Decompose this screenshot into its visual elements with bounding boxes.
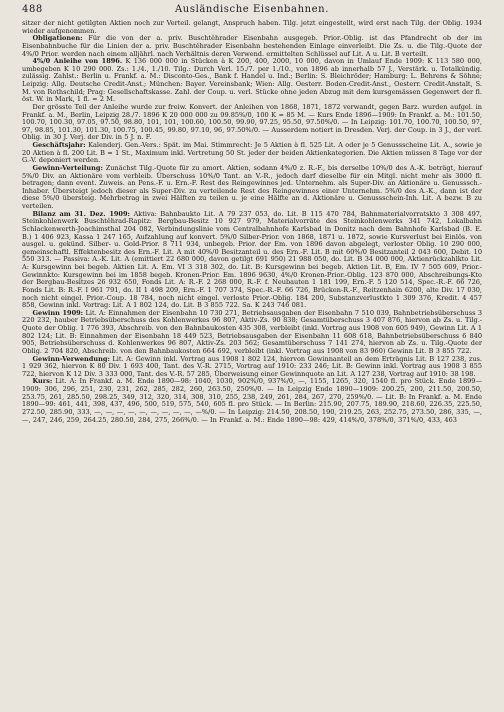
paragraph: [22, 35, 482, 58]
paragraph-text: Der grösste Teil der Anleihe wurde zur freiw. Konvert. der Anleihen von 1868, 1871, 1872 verwandt, gegen Barz. wurden aufgel. in Frankf. a. M., Berlin, Leipzig 28./7. 1896 K 20 000 000 zu 99.85%/0, 100 K = 85 M. — Kurs Ende 1896—1909: In Frankf. a. M.: 101.50, 100.70, 100.30, 97.05, 97.50, 98.80, 101, 101, 100.60, 100.50, 99.90, 97.25, 95.50, 97.50%/0. — In Leipzig: 101.70, 100.70, 100.50, 97, 97, 98.85, 101.30, 101.30, 100.75, 100.45, 99.80, 97.10, 96, 97.50%/0. — Ausserdem notiert in Dresden. Verj. der Coup. in 3 J., der verl. Oblig. in 30 J. Verj. der Div. in 5 J. n. F.: [22, 102, 482, 142]
paragraph: [22, 58, 482, 104]
paragraph-heading: Kurs:: [32, 377, 53, 386]
document-body: [22, 20, 482, 424]
paragraph: [22, 378, 482, 424]
paragraph-heading: Gewinn 1909:: [32, 308, 84, 317]
paragraph-text: Lit. A: Gewinn inkl. Vortrag aus 1908 1 802 124, hiervon Gewinnanteil an dem Erträgnis Lit. B 127 238, zus. 1 929 362, hiervon K 80 Div. 1 693 400, Tant. des V.-R. 2715, Vortrag auf 1910: 233 246; Lit. B: Gewinn inkl. Vortrag aus 1908 3 855 722, hiervon K 12 Div. 3 333 000, Tant. des V.-R. 57 285, Überweisung einer Gewinnquote an Lit. A 127 238, Vortrag auf 1910: 38 198.: [22, 354, 482, 378]
paragraph-heading: Gewinn-Verteilung:: [32, 163, 103, 172]
paragraph-heading: 4%/0 Anleihe von 1896.: [32, 57, 123, 66]
paragraph-text: Aktiva: Bahnbaukto Lit. A 79 237 053, do. Lit. B 115 470 784, Bahnmaterialvorratskto 3 308 497, Steinkohlenwerk Buschtěhrad-Rapitz: Bergbau-Besitz 10 927 979, Materialvorräte des Steinkohlenwerks 341 742, Lokalbahn Schlackenwerth-Joachimsthal 204 082, Verbindungslinie vom Centralbahnhofe Karlsbad in Donitz nach dem Bahnhofe Karlsbad (B. E. B.) 1 406 923, Kassa 1 247 165, Aufzahlung auf konvert. 5%/0 Silber-Prior. von 1868, 1871 u. 1872, sowie Kursverlust bei Einlös. von ausgel. u. gekünd. Silber- u. Gold-Prior. 8 711 934, unbegeb. Prior. der Em. von 1896 davon abgelegt, verloster Oblig. 10 290 000, gemeinschaftl. Effektenbesitz des Ern.-F. Lit. A mit 40%/0 Besitzanteil u. des Ern.-F. Lit. B mit 60%/0 Besitzanteil 2 043 600, Debit. 10 550 313. — Passiva: A.-K. Lit. A (emittiert 22 680 000, davon getilgt 691 950) 21 988 050, do. Lit. B 34 000 000, Aktienrückzahlkto Lit. A: Kursgewinn bei begeb. Aktien Lit. A. Em. VI 3 318 302, do. Lit. B: Kursgewinn bei begeb. Aktien Lit. B, Em. IV 7 505 609, Prior.-Gewinnkto: Kursgewinn bei im 1858 begeb. Kronen-Prior. Em. 1896 9630, 4%/0 Kronen-Prior.-Oblig. 123 870 000, Abschreibungs-Kto der Bergbau-Besitzes 26 932 650, Fonds Lit. A: R.-F. 2 268 000, R.-F. f. Neubauten 1 181 199, Ern.-F. 5 120 514, Spec.-R.-F. 66 726, Fonds Lit. B: R.-F. I 961 791, do. II 1 498 209, Ern.-F. 1 707 374, Spec.-R.-F. 66 726, Brücken-R.-F., Reitzenhain 6200, alte Div. 17 030, noch nicht eingel. Prior.-Coup. 18 784, noch nicht eingel. verloste Prior.-Oblig. 184 200, Substanzverlustkto 1 309 376, Kredit. 4 457 858, Gewinn inkl. Vortrag: Lit. A 1 802 124, do. Lit. B 3 855 722. Sa. K 243 746 081.: [22, 209, 482, 310]
paragraph-text: K 136 000 000 in Stücken à K 200, 400, 2000, 10 000, davon in Umlauf Ende 1909: K 113 580 000, umbegeben K 10 290 000. Zs.: 1./4., 1./10. Tilg.: Durch Verl. 15./7. per 1./10., von 1896 ab innerhalb 57 J., Verstärk. u. Totalkündig. zulässig. Zahlst.: Berlin u. Frankf. a. M.: Disconto-Ges., Bank f. Handel u. Ind.; Berlin: S. Bleichröder; Hamburg: L. Behrens & Söhne; Leipzig: Allg. Deutsche Credit-Anst.; München: Bayer. Vereinsbank; Wien: Allg. Oesterr. Boden-Credit-Anst., Oesterr. Credit-Anstalt, S. M. von Rothschild; Prag: Gesellschaftskasse. Zahl. der Coup. u. verl. Stücke ohne jeden Abzug mit dem kursgemässen Gegenwert der fl. öst. W. in Mark, 1 fl. = 2 M.: [22, 57, 483, 104]
paragraph: [22, 356, 482, 379]
paragraph-text: Lit. A: In Frankf. a. M. Ende 1890—98: 1040, 1030, 902%/0, 937%/0, —, 1155, 1265, 320, 1540 fl. pro Stück. Ende 1899—1909: 306, 296, 251, 230, 231, 262, 285, 282, 260, 263.50, 250%/0. — In Leipzig Ende 1890—1909: 200.25, 200, 211.50, 200.50, 253.75, 261, 285.50, 298.25, 349, 312, 320, 314, 308, 310, 255, 238, 249, 261, 284, 267, 270, 259%/0. — Lit. B: In Frankf. a. M. Ende 1890—99: 461, 441, 398, 437, 496, 500, 519, 575, 540, 605 fl. pro Stück. — In Berlin: 215.90, 207.75, 189.90, 218.60, 226.35, 225.50, 272.50, 285.90, 333, —, —, —, —, —, —, —, —, —, —%/0. — In Leipzig: 214.50, 208.50, 190, 219.25, 263, 252.75, 273.50, 286, 335, —, —, 247, 246, 259, 264.25, 280.50, 284, 275, 266%/0. — In Frankf. a. M.: Ende 1890—98: 429, 414%/0, 378%/0, 371%/0, 433, 463: [22, 377, 482, 424]
paragraph-text: Lit. A: Einnahmen der Eisenbahn 10 730 271, Betriebsausgaben der Eisenbahn 7 510 039, Bahnbetriebsüberschuss 3 220 232, hauber Betriebsüberschuss des Kohlenwerkes 96 807, Aktiv-Zs. 90 838; Gesamtüberschuss 3 407 876, hiervon ab Zs. u. Tilg.-Quote der Oblig. 1 776 393, Abschreib. von den Bahnbaukosten 435 308, verbleibt (inkl. Vortrag aus 1908 von 605 949), Gewinn Lit. A 1 802 124; Lit. B: Einnahmen der Eisenbahn 18 449 523, Betriebsausgaben der Eisenbahn 11 608 618, Bahnbetriebsüberschuss 6 840 905, Betriebsüberschuss d. Kohlenwerkes 96 807, Aktiv-Zs. 203 562; Gesamtüberschuss 7 141 274, hiervon ab Zs. u. Tilg.-Quote der Oblig. 2 704 820, Abschreib. von den Bahnbaukosten 664 692, verbleibt (inkl. Vortrag aus 1908 von 83 960) Gewinn Lit. B 3 855 722.: [22, 308, 482, 355]
paragraph-heading: Obligationen:: [32, 34, 83, 43]
paragraph-heading: Geschäftsjahr:: [32, 141, 86, 149]
paragraph: [22, 142, 482, 165]
paragraph: [22, 165, 482, 211]
page-number: 488: [22, 4, 43, 15]
running-title: Ausländische Eisenbahnen.: [174, 4, 330, 15]
paragraph-heading: Bilanz am 31. Dez. 1909:: [32, 209, 130, 218]
paragraph: [22, 310, 482, 356]
paragraph: [22, 211, 482, 310]
page-header: [22, 4, 482, 20]
paragraph: [22, 20, 482, 35]
paragraph-text: Kalenderj. Gen.-Vers.: Spät. im Mai. Stimmrecht: Je 5 Aktien à fl. 525 Lit. A oder je 5 Genussscheine Lit. A., sowie je 20 Aktien à fl. 200 Lit. B = 1 St., Maximum inkl. Vertretung 50 St. jeder der beiden Aktienkategorien. Die Aktien müssen 8 Tage vor der G.-V. deponiert werden.: [22, 141, 482, 165]
paragraph-text: sitzer der nicht getilgten Aktien noch zur Verteil. gelangt, Anspruch haben. Tilg. jetzt eingestellt, wird erst nach Tilg. der Oblig. 1934 wieder aufgenommen.: [22, 19, 482, 35]
paragraph: [22, 104, 482, 142]
paragraph-heading: Gewinn-Verwendung:: [32, 354, 110, 363]
paragraph-text: Zunächst Tilg.-Quote für zu amort. Aktien, sodann 4%/0 z. R.-F., bis derselbe 10%/0 des A.-K. beträgt, hierauf 5%/0 Div. an Aktionäre vom verbleib. Überschuss 10%/0 Tant. an V.-R., jedoch darf dieselbe für ein Mitgl. nicht mehr als 3000 fl. betragen; dann event. Zuweis. an Pens.-F. u. Ern.-F. Rest des Reingewinnes jed. Unternehm. als Super-Div. an Aktionäre u. Genusssch.-Inhaber. Übersteigt jedoch dieser als Super-Div. zu verteilende Rest des Reingewinnes einer Unternehm. 5%/0 des A.-K., dann ist der diese 5%/0 übersteig. Mehrbetrag in zwei Hälften zu teilen u. je eine Hälfte an d. Aktionäre u. Genussschein-Inh. Lit. A bezw. B zu verteilen.: [22, 163, 482, 210]
paragraph-text: Für die von der a. priv. Buschtěhrader Eisenbahn ausgegeb. Prior.-Oblig. ist das Pfandrecht ob der im Eisenbahnbuche für die Linien der a. priv. Buschtěhrader Eisenbahn bestehenden Einlage einverleibt. Die Zs. u. die Tilg.-Quote der 4%/0 Prior. werden nach einem alljährl. nach Verhältnis deren Verwend. ermittelten Schlüssel auf Lit. A u. Lit. B verteilt.: [22, 34, 482, 58]
